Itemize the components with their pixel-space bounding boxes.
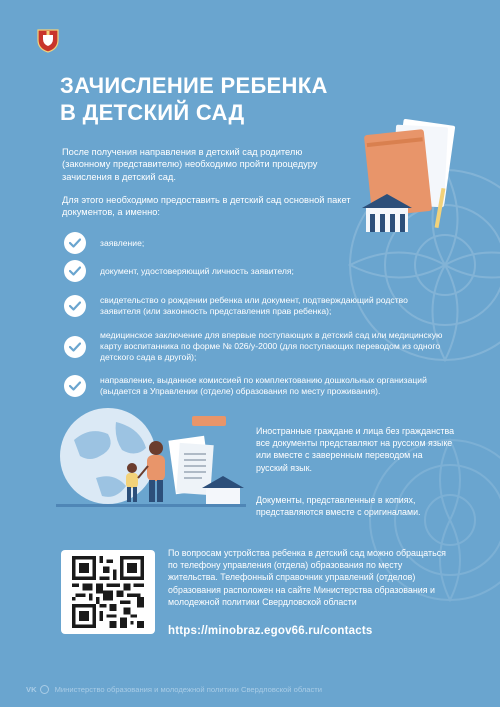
document-item-text: направление, выданное комиссией по комплектованию дошкольных организаций (выдается в Управлении (отделе) образования по месту проживания). bbox=[100, 375, 427, 396]
footer-text: Министерство образования и молодежной политики Свердловской области bbox=[54, 685, 322, 694]
qr-code[interactable] bbox=[61, 550, 155, 634]
check-icon bbox=[64, 260, 86, 282]
title-line-2: В ДЕТСКИЙ САД bbox=[60, 100, 245, 125]
document-item-text: заявление; bbox=[100, 237, 145, 248]
foreign-citizens-note: Иностранные граждане и лица без гражданства все документы представляют на русском языке или вместе с заверенным переводом на русский язык. bbox=[256, 426, 455, 473]
coat-of-arms-icon bbox=[34, 26, 62, 54]
copies-note: Документы, представленные в копиях, представляются вместе с оригиналами. bbox=[256, 495, 421, 518]
title-line-1: ЗАЧИСЛЕНИЕ РЕБЕНКА bbox=[60, 73, 328, 98]
intro-paragraph: После получения направления в детский сад родителю (законному представителю) необходимо пройти процедуру зачисления в детский сад. bbox=[62, 147, 318, 182]
check-icon bbox=[64, 232, 86, 254]
footer bbox=[26, 685, 322, 694]
document-item bbox=[64, 330, 450, 363]
document-item bbox=[64, 232, 450, 254]
document-item bbox=[64, 295, 450, 317]
document-item-text: медицинское заключение для впервые поступающих в детский сад или медицинскую карту воспитанника по форме № 026/у-2000 (для поступающих переводом из одного детского сада в другой); bbox=[100, 330, 443, 362]
vk-icon[interactable]: VK bbox=[26, 685, 37, 694]
social-network-icon[interactable] bbox=[40, 685, 49, 694]
contact-note: По вопросам устройства ребенка в детский сад можно обращаться по телефону управления (отдела) образования по месту жительства. Телефонный справочник управлений (отделов) образования расположен на сайте Министерства образования и молодежной политики Свердловской области bbox=[168, 548, 446, 607]
check-icon bbox=[64, 295, 86, 317]
document-item-text: документ, удостоверяющий личность заявителя; bbox=[100, 265, 294, 276]
document-item-text: свидетельство о рождении ребенка или документ, подтверждающий родство заявителя (или законность представления прав ребенка); bbox=[100, 295, 408, 316]
globe-family-illustration bbox=[56, 392, 246, 522]
check-icon bbox=[64, 336, 86, 358]
documents-intro-paragraph: Для этого необходимо предоставить в детский сад основной пакет документов, а именно: bbox=[62, 195, 351, 218]
qr-code-icon bbox=[72, 556, 144, 628]
page-title bbox=[60, 72, 328, 126]
contacts-link[interactable]: https://minobraz.egov66.ru/contacts bbox=[168, 625, 373, 637]
documents-folder-illustration bbox=[358, 118, 458, 238]
document-item bbox=[64, 260, 450, 282]
